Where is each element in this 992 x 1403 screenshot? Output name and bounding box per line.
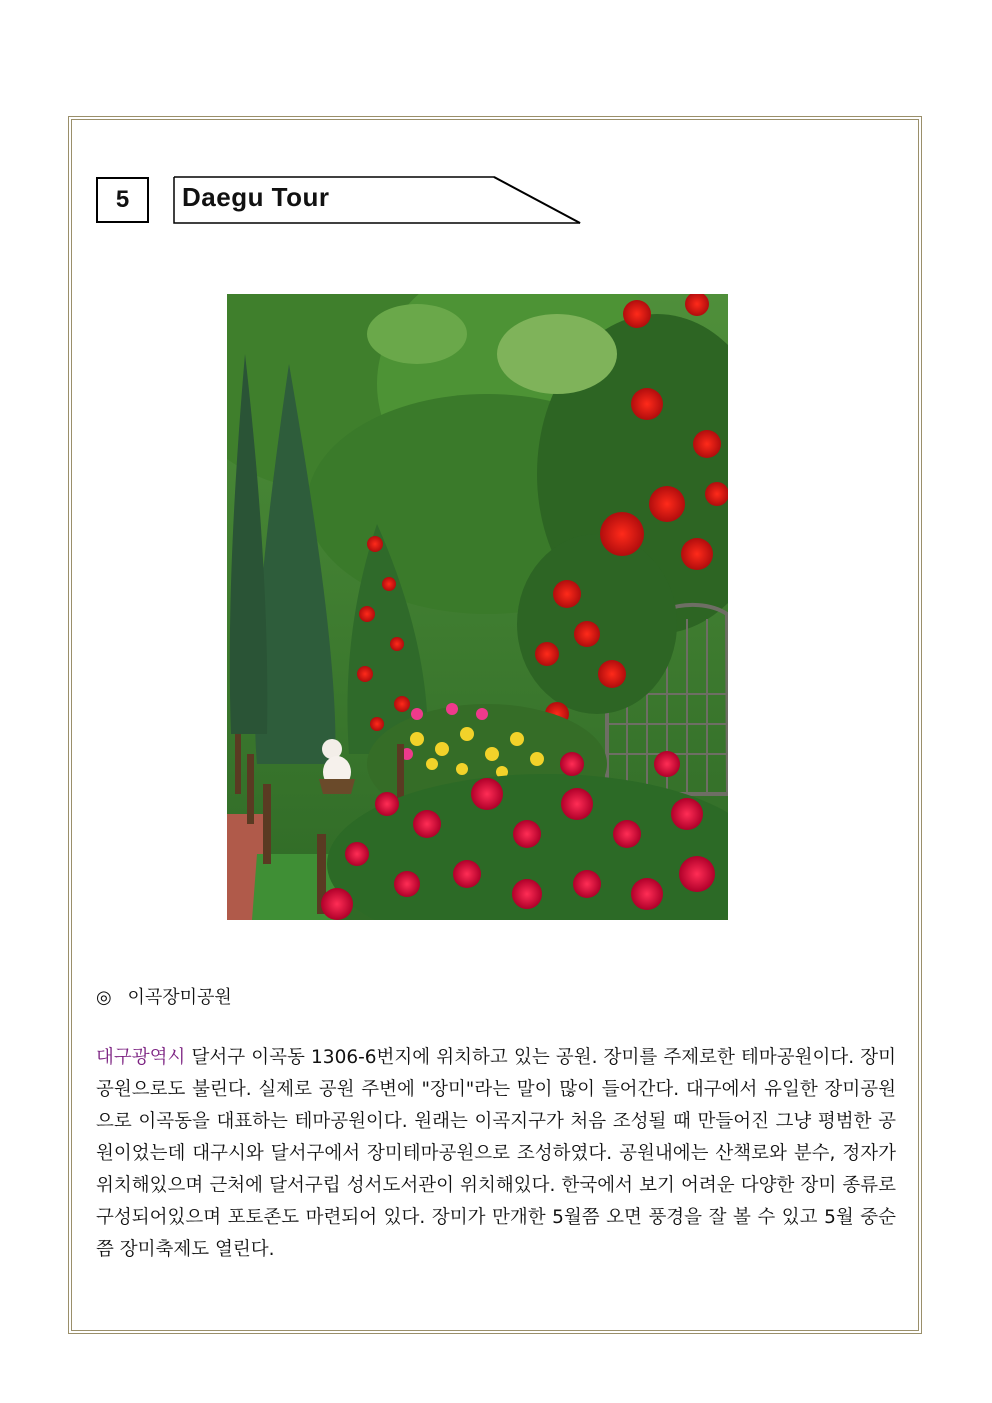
double-circle-icon: ◎ bbox=[96, 987, 112, 1008]
rose-park-photo bbox=[227, 294, 728, 920]
section-heading bbox=[96, 983, 232, 1009]
heading-text: 이곡장미공원 bbox=[127, 987, 232, 1008]
body-paragraph bbox=[96, 1042, 896, 1266]
daegu-link[interactable]: 대구광역시 bbox=[96, 1047, 186, 1068]
section-number: 5 bbox=[96, 177, 149, 223]
paragraph-text: 달서구 이곡동 1306-6번지에 위치하고 있는 공원. 장미를 주제로한 테마공원이다. 장미공원으로도 불린다. 실제로 공원 주변에 "장미"라는 말이 많이 들어간다. 대구에서 유일한 장미공원으로 이곡동을 대표하는 테마공원이다. 원래는 이곡지구가 처음 조성될 때 만들어진 그냥 평범한 공원이었는데 대구시와 달서구에서 장미테마공원으로 조성하였다. 공원내에는 산책로와 분수, 정자가 위치해있으며 근처에 달서구립 성서도서관이 위치해있다. 한국에서 보기 어려운 다양한 장미 종류로 구성되어있으며 포토존도 마련되어 있다. 장미가 만개한 5월쯤 오면 풍경을 잘 볼 수 있고 5월 중순 쯤 장미축제도 열린다. bbox=[96, 1047, 896, 1260]
section-title: Daegu Tour bbox=[182, 182, 330, 212]
